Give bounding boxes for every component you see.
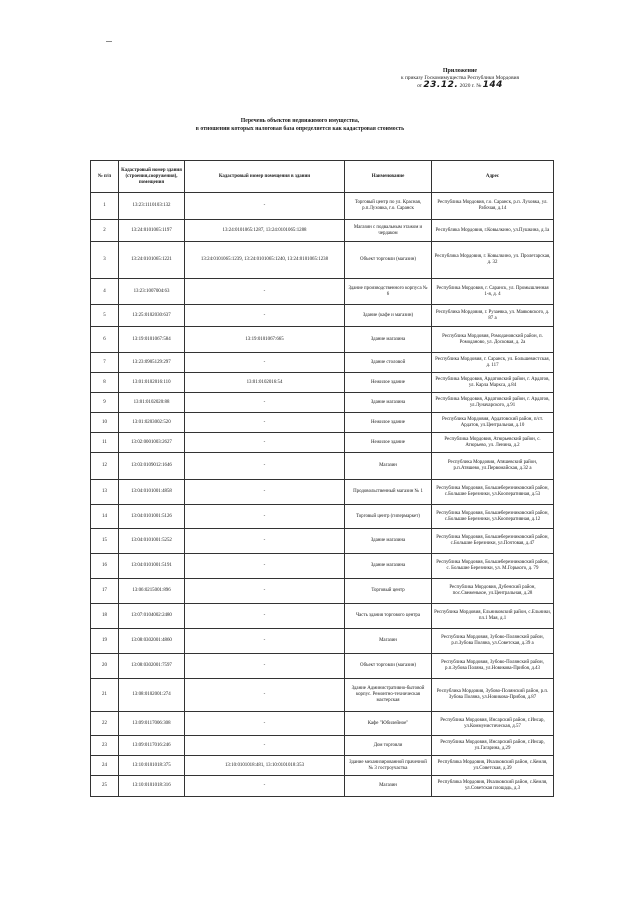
row-number: 11 [91, 433, 119, 453]
address: Республика Мордовия, Большеберезниковский район, с.Большие Березники, ул.Кооперативная, д.53 [432, 480, 554, 505]
cadastral-number-building: 13:01:0203002:520 [119, 413, 185, 433]
row-number: 14 [91, 505, 119, 529]
cadastral-number-building: 13:24:0101065:1197 [119, 220, 185, 242]
cadastral-number-premises: 13:24:0101065:1239, 13:24:0101065:1240, 13:24:0101065:1238 [185, 242, 345, 279]
order-year: 2020 г. [459, 83, 475, 89]
object-name: Нежилое здание [345, 413, 432, 433]
row-number: 1 [91, 193, 119, 220]
row-number: 10 [91, 413, 119, 433]
cadastral-number-premises: - [185, 654, 345, 679]
address: Республика Мордовия, г. Ковылкино, ул. Пролетарская, д. 32 [432, 242, 554, 279]
address: Республика Мордовия, Инсарский район, г.Инсар, ул.Гагарина, д.29 [432, 736, 554, 756]
cadastral-number-building: 13:19:0101067:584 [119, 327, 185, 353]
cadastral-number-building: 13:23:1007004:63 [119, 279, 185, 305]
table-row [91, 305, 554, 327]
row-number: 22 [91, 712, 119, 736]
row-number: 25 [91, 776, 119, 797]
table-row [91, 629, 554, 654]
address: Республика Мордовия, Ардатовский район, п/ст. Ардатов, ул.Центральная, д.10 [432, 413, 554, 433]
row-number: 17 [91, 579, 119, 604]
address: Республика Мордовия, Зубово-Полянский район, р.п.Зубова Поляна, ул.Новикова-Прибоя, д.43 [432, 654, 554, 679]
document-title [150, 117, 450, 133]
address: Республика Мордовия, Атяшевский район, р.п.Атяшево, ул.Первомайская, д.32 а [432, 453, 554, 480]
address: Республика Мордовия, г. Рузаевка, ул. Маяковского, д. 87 а [432, 305, 554, 327]
object-name: Здание производственного корпуса № 6 [345, 279, 432, 305]
object-name: Здание Административно-бытовой корпус. Ремонтно-техническая мастерская [345, 679, 432, 712]
object-name: Объект торговли (магазин) [345, 242, 432, 279]
property-table [90, 160, 554, 797]
header-cad-building: Кадастровый номер здания (строения,сооружения), помещения [119, 161, 185, 193]
cadastral-number-premises: - [185, 604, 345, 629]
address: Республика Мордовия, г.о. Саранск, р.п. Луховка, ул. Рабочая, д.14 [432, 193, 554, 220]
object-name: Здание магазина [345, 529, 432, 554]
table-row [91, 712, 554, 736]
appendix-line1: к приказу Госкомимущества Республики Мордовия [401, 75, 519, 81]
table-row [91, 679, 554, 712]
object-name: Объект торговли (магазин) [345, 654, 432, 679]
object-name: Здание столовой [345, 353, 432, 373]
table-row [91, 654, 554, 679]
cadastral-number-building: 13:04:0101001:5126 [119, 505, 185, 529]
row-number: 4 [91, 279, 119, 305]
cadastral-number-premises: - [185, 193, 345, 220]
cadastral-number-building: 13:25:0102030:637 [119, 305, 185, 327]
row-number: 8 [91, 373, 119, 393]
cadastral-number-premises: - [185, 413, 345, 433]
row-number: 12 [91, 453, 119, 480]
address: Республика Мордовия, Ардатовский район, г. Ардатов, ул.Луначарского, д.91 [432, 393, 554, 413]
cadastral-number-premises: 13:10:0101018:481, 13:10:0101018:353 [185, 756, 345, 776]
object-name: Кафе "Юбилейное" [345, 712, 432, 736]
cadastral-number-building: 13:08:0102001:274 [119, 679, 185, 712]
object-name: Продовольственный магазин № 1 [345, 480, 432, 505]
appendix-order-line [360, 82, 560, 90]
cadastral-number-premises: - [185, 579, 345, 604]
object-name: Нежилое здание [345, 373, 432, 393]
table-row [91, 480, 554, 505]
address: Республика Мордовия, Ичалковский район, с.Кемля, ул.Советская, д.39 [432, 756, 554, 776]
cadastral-number-building: 13:10:0101018:316 [119, 776, 185, 797]
address: Республика Мордовия, Ромодановский район, п. Ромоданово, ул. Досковая, д. 2а [432, 327, 554, 353]
object-name: Магазин с подвальным этажом и чердаком [345, 220, 432, 242]
cadastral-number-building: 13:09:0117006:308 [119, 712, 185, 736]
table-row [91, 736, 554, 756]
row-number: 24 [91, 756, 119, 776]
object-name: Магазин [345, 629, 432, 654]
object-name: Торговый центр [345, 579, 432, 604]
table-row [91, 193, 554, 220]
cadastral-number-premises: - [185, 736, 345, 756]
address: Республика Мордовия, г. Саранск, ул. Промышленная 1-я, д. 4 [432, 279, 554, 305]
row-number: 7 [91, 353, 119, 373]
cadastral-number-premises: - [185, 529, 345, 554]
address: Республика Мордовия, Ардатовский район, г. Ардатов, ул. Карла Маркса, д.84 [432, 373, 554, 393]
row-number: 9 [91, 393, 119, 413]
address: Республика Мордовия, Зубово-Полянский район, р.п.Зубова Поляна, ул.Советская, д.39 а [432, 629, 554, 654]
table-row [91, 579, 554, 604]
object-name: Торговый центр (гипермаркет) [345, 505, 432, 529]
row-number: 16 [91, 554, 119, 579]
table-body [91, 193, 554, 797]
appendix-title: Приложение [442, 68, 478, 74]
order-number-handwritten: 144 [482, 80, 503, 90]
row-number: 15 [91, 529, 119, 554]
object-name: Нежилое здание [345, 433, 432, 453]
cadastral-number-premises: 13:24:0101065:1287, 13:24:0101065:1288 [185, 220, 345, 242]
cadastral-number-premises: - [185, 433, 345, 453]
cadastral-number-building: 13:23:1110103:132 [119, 193, 185, 220]
row-number: 3 [91, 242, 119, 279]
row-number: 18 [91, 604, 119, 629]
table-row [91, 604, 554, 629]
cadastral-number-premises: - [185, 679, 345, 712]
object-name: Здание магазина [345, 393, 432, 413]
header-name: Наименование [345, 161, 432, 193]
header-address: Адрес [432, 161, 554, 193]
address: Республика Мордовия, Зубово-Полянский район, р.п. Зубова Поляна, ул.Новикова-Прибоя, д.87 [432, 679, 554, 712]
cadastral-number-premises: 13:01:0102016:54 [185, 373, 345, 393]
cadastral-number-building: 13:04:0101001:4858 [119, 480, 185, 505]
cadastral-number-building: 13:23:0905129:297 [119, 353, 185, 373]
address: Республика Мордовия, Ичалковский район, с.Кемля, ул.Советская площадь, д.3 [432, 776, 554, 797]
cadastral-number-building: 13:01:0102020:88 [119, 393, 185, 413]
object-name: Дом торговли [345, 736, 432, 756]
row-number: 21 [91, 679, 119, 712]
title-line1: Перечень объектов недвижимого имущества, [240, 118, 360, 124]
table-row [91, 393, 554, 413]
table-row [91, 505, 554, 529]
row-number: 6 [91, 327, 119, 353]
table-row [91, 373, 554, 393]
address: Республика Мордовия, Дубенский район, пос.Свеженькое, ул.Центральная, д.28 [432, 579, 554, 604]
order-prefix: от [417, 83, 423, 89]
table-row [91, 554, 554, 579]
cadastral-number-building: 13:06:0215001:896 [119, 579, 185, 604]
table-row [91, 776, 554, 797]
cadastral-number-building: 13:02:0001003:2627 [119, 433, 185, 453]
address: Республика Мордовия, Атюрьевский район, с. Атюрьево, ул. Ленина, д.2 [432, 433, 554, 453]
address: Республика Мордовия, Большеберезниковский район, с.Большие Березники, ул.Почтовая, д.47 [432, 529, 554, 554]
table-row [91, 242, 554, 279]
table-row [91, 433, 554, 453]
cadastral-number-building: 13:03:0109012:1646 [119, 453, 185, 480]
title-line2: в отношении которых налоговая база определяется как кадастровая стоимость [195, 126, 405, 132]
table-row [91, 220, 554, 242]
object-name: Торговый центр по ул. Красная, р.п.Луховка, г.о. Саранск [345, 193, 432, 220]
object-name: Здание магазина [345, 554, 432, 579]
header-cad-premises: Кадастровый номер помещения в здании [185, 161, 345, 193]
object-name: Магазин [345, 453, 432, 480]
row-number: 19 [91, 629, 119, 654]
cadastral-number-building: 13:04:0101001:5252 [119, 529, 185, 554]
object-name: Здание механизированной прачечной № 3 гостроучастка [345, 756, 432, 776]
order-date-handwritten: 23.12. [423, 80, 459, 90]
cadastral-number-building: 13:10:0101018:375 [119, 756, 185, 776]
table-row [91, 529, 554, 554]
cadastral-number-premises: - [185, 554, 345, 579]
appendix-block [360, 68, 560, 90]
table-header-row [91, 161, 554, 193]
margin-mark [106, 41, 112, 42]
row-number: 23 [91, 736, 119, 756]
cadastral-number-premises: - [185, 353, 345, 373]
cadastral-number-premises: - [185, 505, 345, 529]
row-number: 5 [91, 305, 119, 327]
cadastral-number-building: 13:01:0102016:110 [119, 373, 185, 393]
row-number: 13 [91, 480, 119, 505]
cadastral-number-building: 13:04:0101001:5191 [119, 554, 185, 579]
cadastral-number-building: 13:08:0302001:4860 [119, 629, 185, 654]
cadastral-number-premises: - [185, 279, 345, 305]
table-row [91, 327, 554, 353]
cadastral-number-premises: - [185, 480, 345, 505]
row-number: 2 [91, 220, 119, 242]
table-row [91, 756, 554, 776]
cadastral-number-building: 13:08:0302001:7597 [119, 654, 185, 679]
cadastral-number-premises: - [185, 305, 345, 327]
address: Республика Мордовия, Большеберезниковский район, с.Большие Березники, ул.Кооперативная, д.12 [432, 505, 554, 529]
order-num-prefix: № [476, 83, 482, 89]
address: Республика Мордовия, г. Саранск, ул. Большевистская, д. 117 [432, 353, 554, 373]
object-name: Магазин [345, 776, 432, 797]
object-name: Часть здания торгового центра [345, 604, 432, 629]
row-number: 20 [91, 654, 119, 679]
cadastral-number-premises: - [185, 453, 345, 480]
cadastral-number-building: 13:07:0104002:2480 [119, 604, 185, 629]
cadastral-number-premises: 13:19:0101067:665 [185, 327, 345, 353]
address: Республика Мордовия, г.Ковылкино, ул.Пушкина, д.1а [432, 220, 554, 242]
address: Республика Мордовия, Ельниковский район, с.Ельники, пл.1 Мая, д.1 [432, 604, 554, 629]
object-name: Здание (кафе и магазин) [345, 305, 432, 327]
table-row [91, 353, 554, 373]
cadastral-number-premises: - [185, 393, 345, 413]
cadastral-number-premises: - [185, 629, 345, 654]
cadastral-number-building: 13:09:0117016:246 [119, 736, 185, 756]
address: Республика Мордовия, Инсарский район, г.Инсар, ул.Коммунистическая, д.57 [432, 712, 554, 736]
object-name: Здание магазина [345, 327, 432, 353]
table-row [91, 413, 554, 433]
table-row [91, 279, 554, 305]
cadastral-number-premises: - [185, 712, 345, 736]
cadastral-number-building: 13:24:0101065:1221 [119, 242, 185, 279]
address: Республика Мордовия, Большеберезниковский район, с. Большие Березники, ул. М.Горького, д. 79 [432, 554, 554, 579]
header-num: № п/п [91, 161, 119, 193]
table-row [91, 453, 554, 480]
cadastral-number-premises: - [185, 776, 345, 797]
